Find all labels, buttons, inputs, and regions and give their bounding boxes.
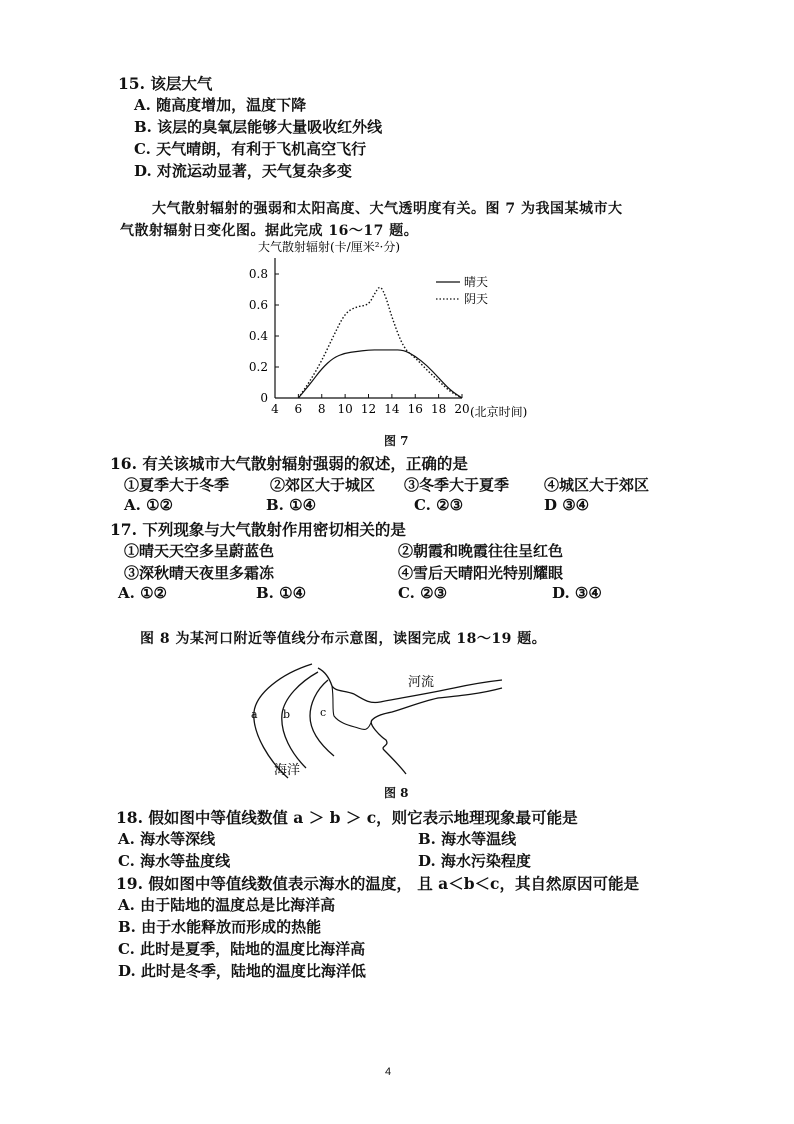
intro-16-17-line2: 气散射辐射日变化图。据此完成 16～17 题。 <box>120 223 419 239</box>
fig7-y-axis-label: 大气散射辐射(卡/厘米²·分) <box>258 240 401 254</box>
q18-option-c: C. 海水等盐度线 <box>118 852 231 870</box>
q16-item-1: ①夏季大于冬季 <box>124 476 230 494</box>
fig7-x-tick-label: 6 <box>294 402 303 416</box>
intro-16-17-line1: 大气散射辐射的强弱和太阳高度、大气透明度有关。图 7 为我国某城市大 <box>152 201 623 217</box>
q19-option-c: C. 此时是夏季，陆地的温度比海洋高 <box>118 940 366 958</box>
q18-stem: 18. 假如图中等值线数值 a ＞ b ＞ c，则它表示地理现象最可能是 <box>116 808 578 827</box>
fig7-y-tick-label: 0.4 <box>248 329 268 343</box>
q15-option-b: B. 该层的臭氧层能够大量吸收红外线 <box>134 118 383 136</box>
q19-stem: 19. 假如图中等值线数值表示海水的温度， 且 a＜b＜c，其自然原因可能是 <box>116 874 639 893</box>
q16-item-4: ④城区大于郊区 <box>544 476 650 494</box>
fig8-coastline-lower <box>371 688 502 774</box>
q15-option-a: A. 随高度增加，温度下降 <box>134 96 307 114</box>
fig8-label-c: c <box>320 706 327 719</box>
fig7-legend-label: 阴天 <box>464 292 489 306</box>
q16-option-a: A. ①② <box>124 496 173 514</box>
q16-item-3: ③冬季大于夏季 <box>404 476 510 494</box>
page-number: 4 <box>385 1066 392 1078</box>
fig7-y-tick-label: 0.2 <box>248 360 268 374</box>
q18-option-d: D. 海水污染程度 <box>418 852 531 870</box>
q16-item-2: ②郊区大于城区 <box>270 476 376 494</box>
fig7-x-tick-label: 10 <box>337 402 353 416</box>
q15-option-c: C. 天气晴朗，有利于飞机高空飞行 <box>134 140 367 158</box>
fig7-y-tick-label: 0 <box>260 391 268 405</box>
fig7-x-axis-label: (北京时间) <box>470 405 528 419</box>
fig7-x-tick-label: 12 <box>360 402 377 416</box>
fig7-x-tick-label: 16 <box>407 402 423 416</box>
q16-stem: 16. 有关该城市大气散射辐射强弱的叙述，正确的是 <box>110 454 468 473</box>
q19-option-a: A. 由于陆地的温度总是比海洋高 <box>118 896 336 914</box>
fig8-river-channel <box>332 686 372 730</box>
fig8-diagram <box>240 650 540 790</box>
fig8-label-ocean: 海洋 <box>274 763 301 778</box>
fig7-y-tick-label: 0.6 <box>248 298 268 312</box>
fig7-x-tick-label: 4 <box>271 402 279 416</box>
q16-option-b: B. ①④ <box>266 496 317 514</box>
q15-stem: 15. 该层大气 <box>118 74 213 93</box>
q19-option-b: B. 由于水能释放而形成的热能 <box>118 918 322 936</box>
q17-option-c: C. ②③ <box>398 584 448 602</box>
fig7-x-tick-label: 18 <box>430 402 447 416</box>
intro-18-19: 图 8 为某河口附近等值线分布示意图，读图完成 18～19 题。 <box>140 631 547 647</box>
fig7-chart <box>240 238 570 428</box>
fig8-caption: 图 8 <box>384 786 409 800</box>
q17-item-3: ③深秋晴天夜里多霜冻 <box>124 564 275 582</box>
q17-stem: 17. 下列现象与大气散射作用密切相关的是 <box>110 520 406 539</box>
q16-option-c: C. ②③ <box>414 496 464 514</box>
q16-option-d: D ③④ <box>544 496 590 514</box>
q17-item-4: ④雪后天晴阳光特别耀眼 <box>398 564 564 582</box>
fig8-label-b: b <box>283 708 291 721</box>
q17-item-2: ②朝霞和晚霞往往呈红色 <box>398 542 564 560</box>
fig7-series-overcast-line <box>298 288 462 398</box>
fig7-y-tick-label: 0.8 <box>248 267 268 281</box>
q15-option-d: D. 对流运动显著，天气复杂多变 <box>134 162 352 180</box>
fig7-x-tick-label: 20 <box>454 402 470 416</box>
fig7-ticks <box>249 267 470 416</box>
fig7-x-tick-label: 14 <box>384 402 400 416</box>
q17-item-1: ①晴天天空多呈蔚蓝色 <box>124 542 275 560</box>
q17-option-a: A. ①② <box>118 584 167 602</box>
fig8-label-river: 河流 <box>408 675 435 690</box>
fig7-legend <box>436 274 488 306</box>
q18-option-a: A. 海水等深线 <box>118 830 216 848</box>
q19-option-d: D. 此时是冬季，陆地的温度比海洋低 <box>118 962 366 980</box>
fig7-legend-label: 晴天 <box>464 275 489 289</box>
q17-option-d: D. ③④ <box>552 584 602 602</box>
fig7-x-tick-label: 8 <box>317 402 326 416</box>
fig7-caption: 图 7 <box>384 434 409 448</box>
fig7-series <box>298 288 462 398</box>
fig8-label-a: a <box>251 708 258 721</box>
q17-option-b: B. ①④ <box>256 584 307 602</box>
q18-option-b: B. 海水等温线 <box>418 830 517 848</box>
fig7-series-sunny-line <box>298 350 462 398</box>
